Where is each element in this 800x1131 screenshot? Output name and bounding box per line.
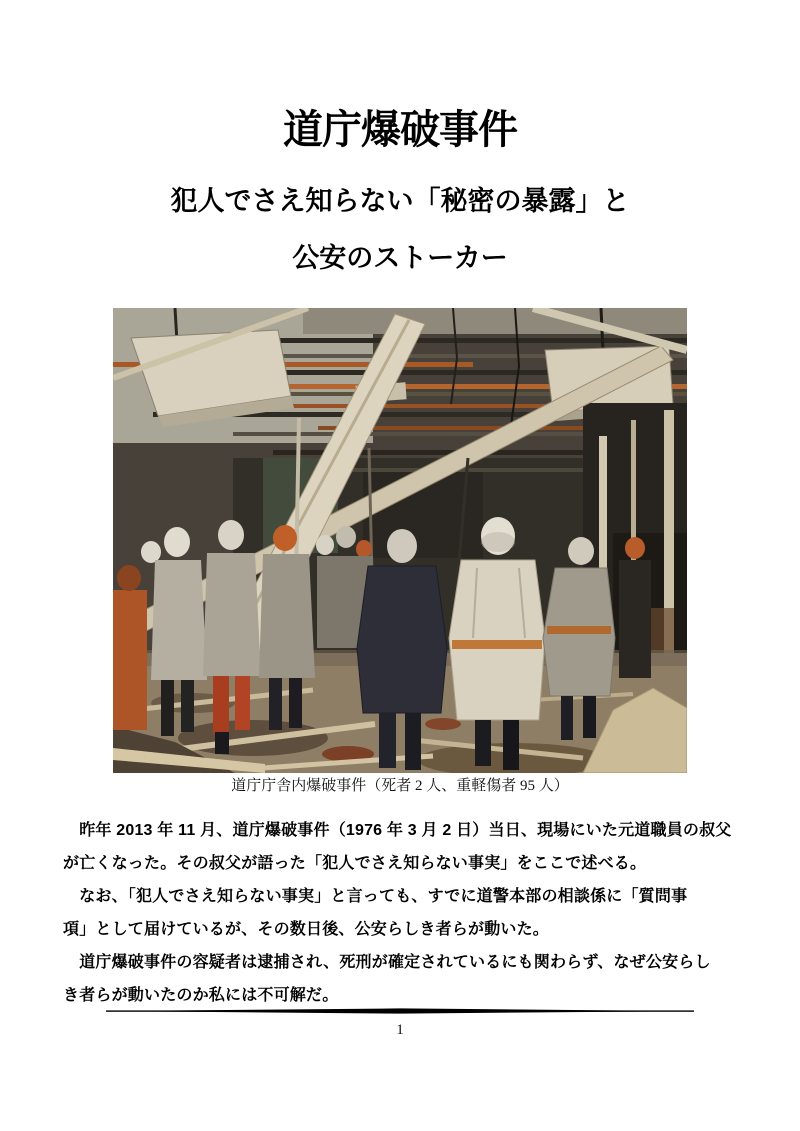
page-number: 1 bbox=[396, 1022, 404, 1038]
body-line: なお、「犯人でさえ知らない事実」と言っても、すでに道警本部の相談係に「質問事 bbox=[63, 888, 688, 905]
body-line: 道庁爆破事件の容疑者は逮捕され、死刑が確定されているにも関わらず、なぜ公安らし bbox=[63, 954, 711, 971]
subtitle-line1: 犯人でさえ知らない「秘密の暴露」と bbox=[170, 186, 630, 216]
page-footer bbox=[0, 1008, 800, 1039]
subtitle-line2: 公安のストーカー bbox=[292, 243, 508, 273]
incident-photo-figure bbox=[113, 308, 687, 773]
photo-caption: 道庁庁舎内爆破事件（死者 2 人、重軽傷者 95 人） bbox=[231, 778, 569, 794]
incident-photo-illustration bbox=[113, 308, 687, 773]
page-title: 道庁爆破事件 bbox=[283, 108, 517, 152]
incident-photo bbox=[113, 308, 687, 773]
footer-rule bbox=[106, 1008, 694, 1014]
body-line: 項」として届けているが、その数日後、公安らしき者らが動いた。 bbox=[63, 921, 550, 938]
body-line: き者らが動いたのか私には不可解だ。 bbox=[63, 987, 339, 1004]
body-line: 昨年 2013 年 11 月、道庁爆破事件（1976 年 3 月 2 日）当日、現場にいた元道職員の叔父 bbox=[63, 822, 732, 839]
body-text bbox=[63, 814, 743, 1012]
body-line: が亡くなった。その叔父が語った「犯人でさえ知らない事実」をここで述べる。 bbox=[63, 855, 647, 872]
